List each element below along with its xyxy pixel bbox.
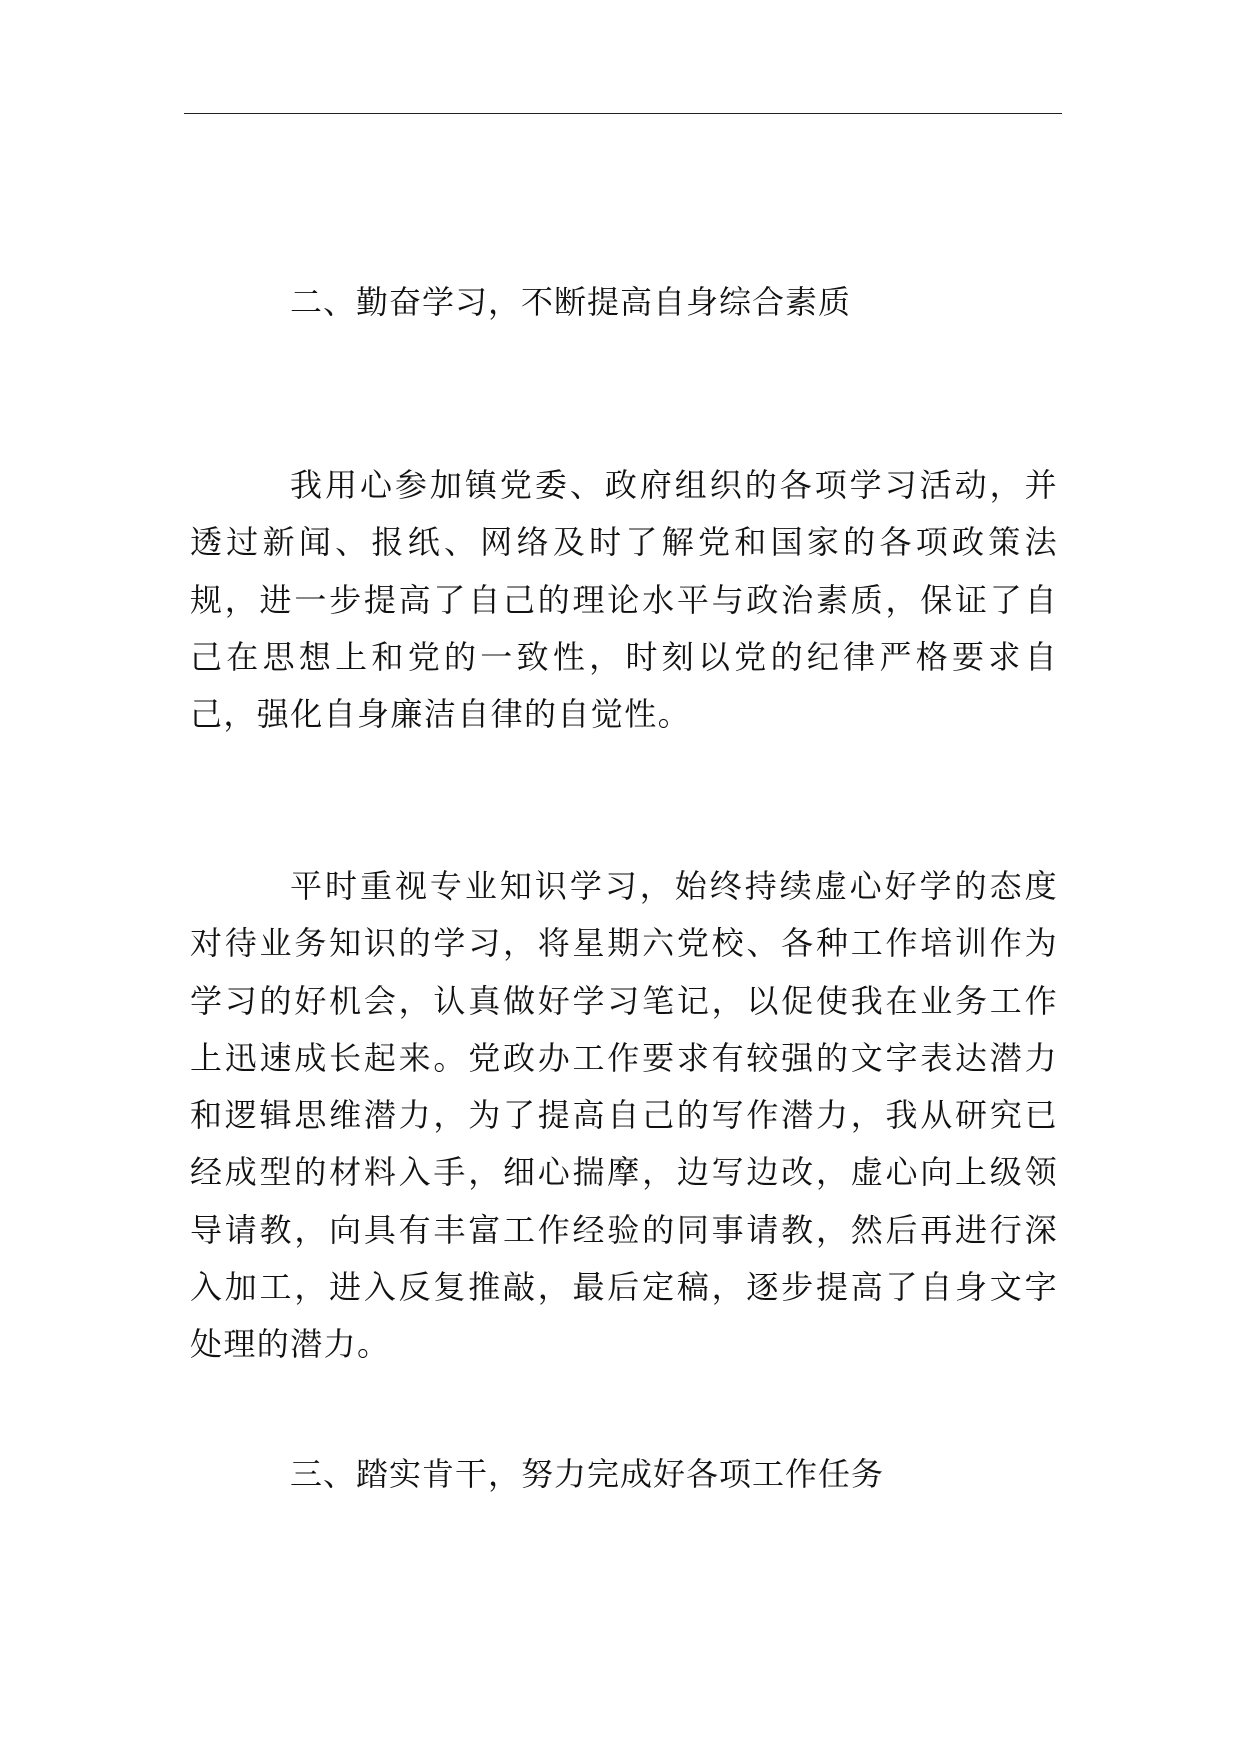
paragraph-professional-learning: 平时重视专业知识学习，始终持续虚心好学的态度对待业务知识的学习，将星期六党校、各种工作培训作为学习的好机会，认真做好学习笔记，以促使我在业务工作上迅速成长起来。党政办工作要求有较强的文字表达潜力和逻辑思维潜力，为了提高自己的写作潜力，我从研究已经成型的材料入手，细心揣摩，边写边改，虚心向上级领导请教，向具有丰富工作经验的同事请教，然后再进行深入加工，进入反复推敲，最后定稿，逐步提高了自身文字处理的潜力。	[190, 867, 1058, 1364]
header-rule	[184, 113, 1062, 114]
section-heading-study: 二、勤奋学习，不断提高自身综合素质	[290, 283, 852, 321]
paragraph-study-activities: 我用心参加镇党委、政府组织的各项学习活动，并透过新闻、报纸、网络及时了解党和国家的各项政策法规，进一步提高了自己的理论水平与政治素质，保证了自己在思想上和党的一致性，时刻以党的纪律严格要求自己，强化自身廉洁自律的自觉性。	[190, 466, 1058, 734]
section-heading-work: 三、踏实肯干，努力完成好各项工作任务	[290, 1455, 885, 1493]
